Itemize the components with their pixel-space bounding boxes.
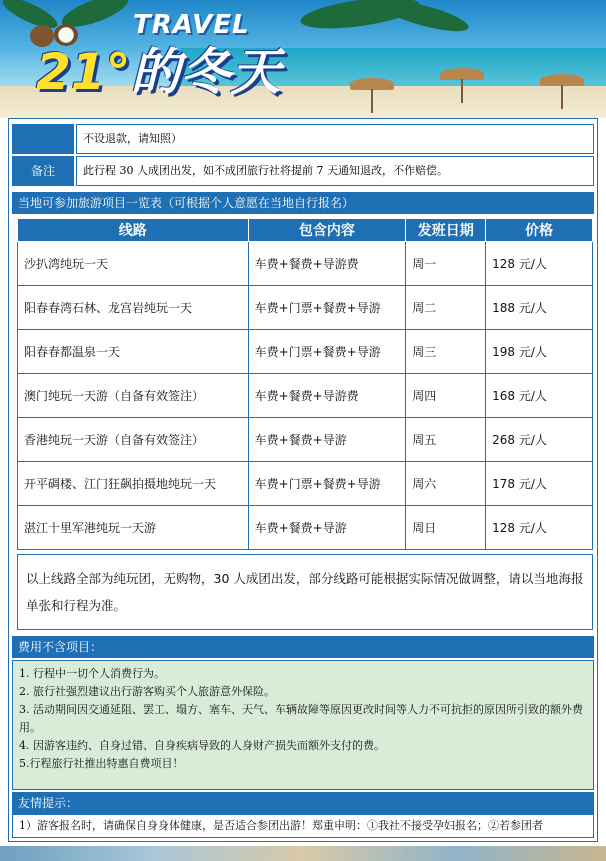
route-date: 周三 — [406, 330, 486, 374]
fees-section-title: 费用不含项目： — [12, 636, 594, 658]
table-row — [18, 374, 593, 418]
table-row — [18, 242, 593, 286]
col-header-date: 发班日期 — [406, 219, 486, 242]
route-name: 阳春春湾石林、龙宫岩纯玩一天 — [18, 286, 249, 330]
list-item: 4. 因游客违约、自身过错、自身疾病导致的人身财产损失而额外支付的费。 — [19, 739, 385, 752]
route-contents: 车费+门票+餐费+导游 — [248, 462, 406, 506]
route-date: 周五 — [406, 418, 486, 462]
table-row — [18, 418, 593, 462]
banner-title — [36, 32, 281, 104]
route-contents: 车费+餐费+导游费 — [248, 374, 406, 418]
beach-umbrella-icon — [540, 74, 584, 86]
route-price: 128 元/人 — [486, 506, 593, 550]
route-date: 周日 — [406, 506, 486, 550]
routes-header-row — [18, 219, 593, 242]
banner-title-deg: 21° — [36, 43, 131, 101]
route-contents: 车费+餐费+导游 — [248, 506, 406, 550]
route-name: 阳春春都温泉一天 — [18, 330, 249, 374]
fees-list — [12, 660, 594, 790]
route-name: 湛江十里军港纯玩一天游 — [18, 506, 249, 550]
list-item: 3. 活动期间因交通延阻、罢工、塌方、塞车、天气、车辆故障等原因更改时间等人力不可抗拒的原因所引致的额外费用。 — [19, 703, 583, 734]
table-row — [18, 286, 593, 330]
route-date: 周四 — [406, 374, 486, 418]
route-price: 178 元/人 — [486, 462, 593, 506]
col-header-route: 线路 — [18, 219, 249, 242]
col-header-contents: 包含内容 — [248, 219, 406, 242]
route-date: 周六 — [406, 462, 486, 506]
route-contents: 车费+餐费+导游费 — [248, 242, 406, 286]
route-contents: 车费+门票+餐费+导游 — [248, 330, 406, 374]
routes-section-title: 当地可参加旅游项目一览表（可根据个人意愿在当地自行报名） — [12, 192, 594, 214]
banner-title-zh: 的冬天 — [130, 43, 281, 101]
route-price: 168 元/人 — [486, 374, 593, 418]
route-name: 沙扒湾纯玩一天 — [18, 242, 249, 286]
route-price: 268 元/人 — [486, 418, 593, 462]
route-name: 澳门纯玩一天游（自备有效签注） — [18, 374, 249, 418]
route-date: 周二 — [406, 286, 486, 330]
route-date: 周一 — [406, 242, 486, 286]
route-price: 188 元/人 — [486, 286, 593, 330]
beach-umbrella-icon — [350, 78, 394, 90]
info-text: 不设退款，请知照） — [76, 124, 594, 154]
col-header-price: 价格 — [486, 219, 593, 242]
route-contents: 车费+餐费+导游 — [248, 418, 406, 462]
route-name: 开平碉楼、江门狂飙拍摄地纯玩一天 — [18, 462, 249, 506]
list-item: 5.行程旅行社推出特惠自费项目！ — [19, 757, 184, 770]
tips-text: 1）游客报名时，请确保自身身体健康，是否适合参团出游！郑重申明：①我社不接受孕妇报名；②若参团者 — [12, 814, 594, 838]
table-row — [18, 462, 593, 506]
routes-table — [17, 218, 593, 550]
route-name: 香港纯玩一天游（自备有效签注） — [18, 418, 249, 462]
remark-text: 此行程 30 人成团出发，如不成团旅行社将提前 7 天通知退改，不作赔偿。 — [76, 156, 594, 186]
table-row — [18, 506, 593, 550]
list-item: 1. 行程中一切个人消费行为。 — [19, 667, 165, 680]
beach-umbrella-icon — [440, 68, 484, 80]
tips-section-title: 友情提示： — [12, 792, 594, 814]
route-price: 128 元/人 — [486, 242, 593, 286]
routes-note: 以上线路全部为纯玩团，无购物，30 人成团出发，部分线路可能根据实际情况做调整，请以当地海报单张和行程为准。 — [17, 554, 593, 630]
list-item: 2. 旅行社强烈建议出行游客购买个人旅游意外保险。 — [19, 685, 275, 698]
route-contents: 车费+门票+餐费+导游 — [248, 286, 406, 330]
header-banner — [0, 0, 606, 118]
table-row — [18, 330, 593, 374]
remark-label: 备注 — [12, 156, 74, 186]
route-price: 198 元/人 — [486, 330, 593, 374]
banner-travel-text: TRAVEL — [133, 10, 250, 40]
footer-photo-strip — [0, 846, 606, 861]
info-label — [12, 124, 74, 154]
